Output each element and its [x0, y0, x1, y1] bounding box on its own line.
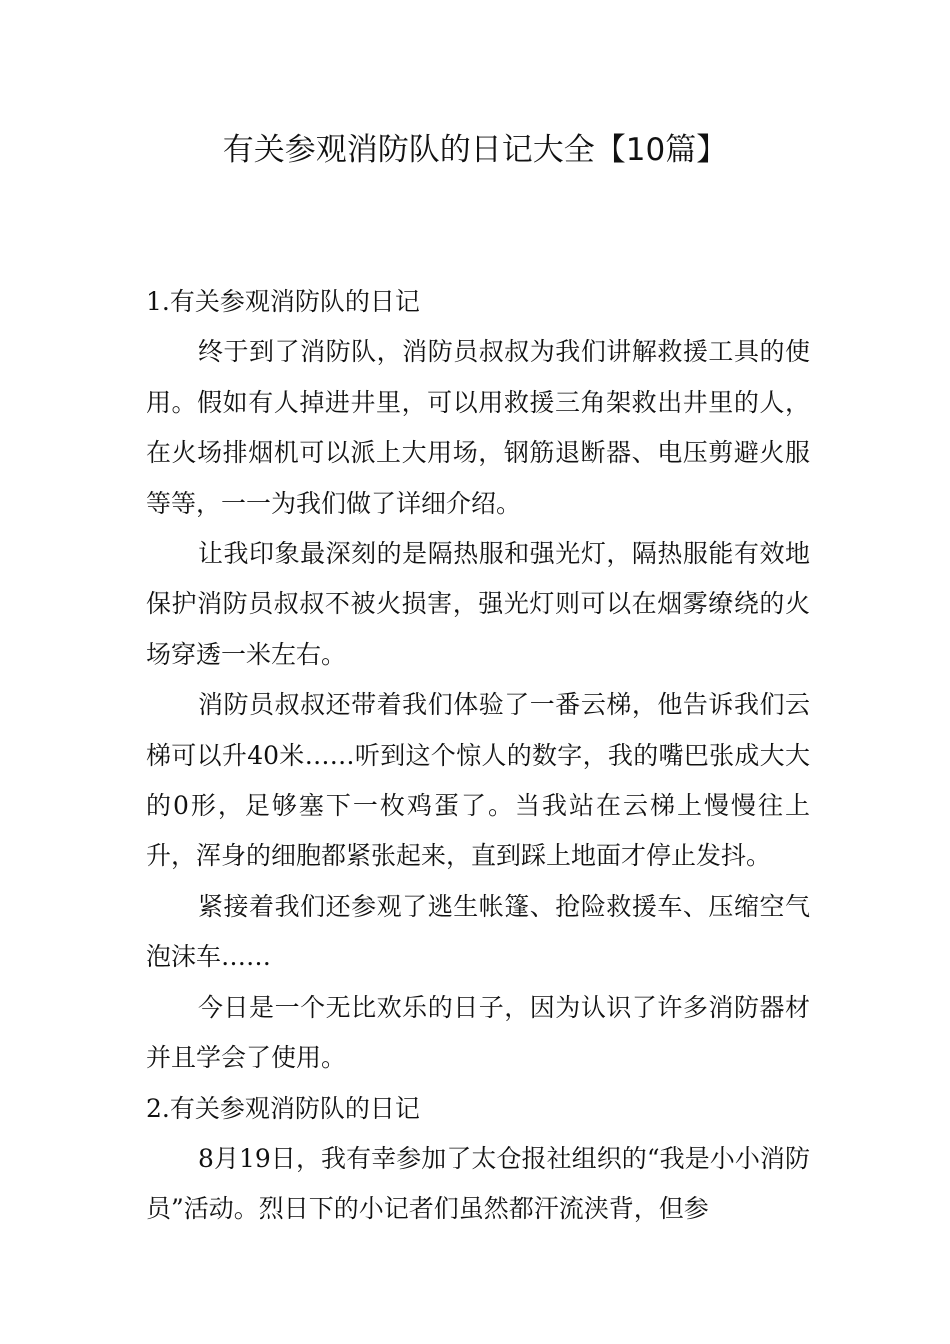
paragraph: 让我印象最深刻的是隔热服和强光灯，隔热服能有效地保护消防员叔叔不被火损害，强光灯则可以在烟雾缭绕的火场穿透一米左右。 — [146, 539, 810, 669]
paragraph: 消防员叔叔还带着我们体验了一番云梯，他告诉我们云梯可以升40米……听到这个惊人的数字，我的嘴巴张成大大的0形，足够塞下一枚鸡蛋了。当我站在云梯上慢慢往上升，浑身的细胞都紧张起来，直到踩上地面才停止发抖。 — [146, 690, 810, 871]
section-heading-1: 1.有关参观消防队的日记 — [146, 287, 420, 316]
document-body — [146, 277, 810, 1235]
paragraph: 今日是一个无比欢乐的日子，因为认识了许多消防器材并且学会了使用。 — [146, 992, 810, 1073]
paragraph: 终于到了消防队，消防员叔叔为我们讲解救援工具的使用。假如有人掉进井里，可以用救援三角架救出井里的人，在火场排烟机可以派上大用场，钢筋退断器、电压剪避火服等等，一一为我们做了详细介绍。 — [146, 337, 810, 518]
paragraph: 紧接着我们还参观了逃生帐篷、抢险救援车、压缩空气泡沫车…… — [146, 891, 810, 972]
paragraph: 8月19日，我有幸参加了太仓报社组织的“我是小小消防员”活动。烈日下的小记者们虽然都汗流浃背，但参 — [146, 1143, 810, 1224]
document-title: 有关参观消防队的日记大全【10篇】 — [222, 132, 728, 168]
section-heading-2: 2.有关参观消防队的日记 — [146, 1093, 420, 1123]
